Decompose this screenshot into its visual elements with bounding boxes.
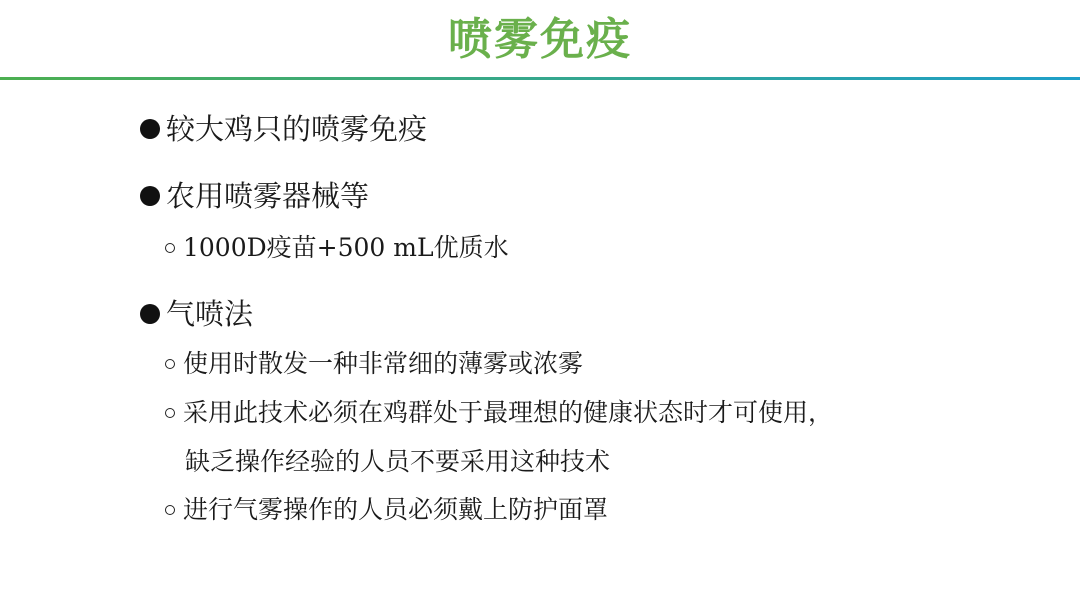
bullet-item-sprayer-equipment: [140, 178, 369, 214]
sub-bullet-mist-description: [165, 348, 583, 380]
bullet-dot-icon: [140, 304, 160, 324]
bullet-text: 缺乏操作经验的人员不要采用这种技术: [185, 447, 611, 476]
sub-bullet-health-condition-continued: [185, 446, 610, 478]
title-divider: [0, 77, 1080, 80]
bullet-dot-icon: [140, 119, 160, 139]
bullet-text: 气喷法: [166, 297, 254, 331]
bullet-text: 农用喷雾器械等: [166, 179, 370, 213]
bullet-dot-icon: [140, 186, 160, 206]
bullet-ring-icon: [165, 359, 175, 369]
bullet-ring-icon: [165, 408, 175, 418]
slide-title: 喷雾免疫: [448, 14, 632, 65]
bullet-item-large-chicken-spray: [140, 111, 427, 147]
bullet-text: 1000D疫苗+500 mL优质水: [183, 233, 509, 262]
bullet-text: 进行气雾操作的人员必须戴上防护面罩: [183, 495, 609, 524]
bullet-text: 较大鸡只的喷雾免疫: [166, 112, 428, 146]
bullet-item-aerosol-method: [140, 296, 253, 332]
bullet-ring-icon: [165, 243, 175, 253]
sub-bullet-vaccine-dose: [165, 232, 509, 264]
bullet-text: 使用时散发一种非常细的薄雾或浓雾: [183, 349, 584, 378]
bullet-ring-icon: [165, 505, 175, 515]
sub-bullet-protective-mask: [165, 494, 608, 526]
sub-bullet-health-condition: [165, 397, 833, 429]
bullet-text: 采用此技术必须在鸡群处于最理想的健康状态时才可使用，: [183, 398, 834, 427]
